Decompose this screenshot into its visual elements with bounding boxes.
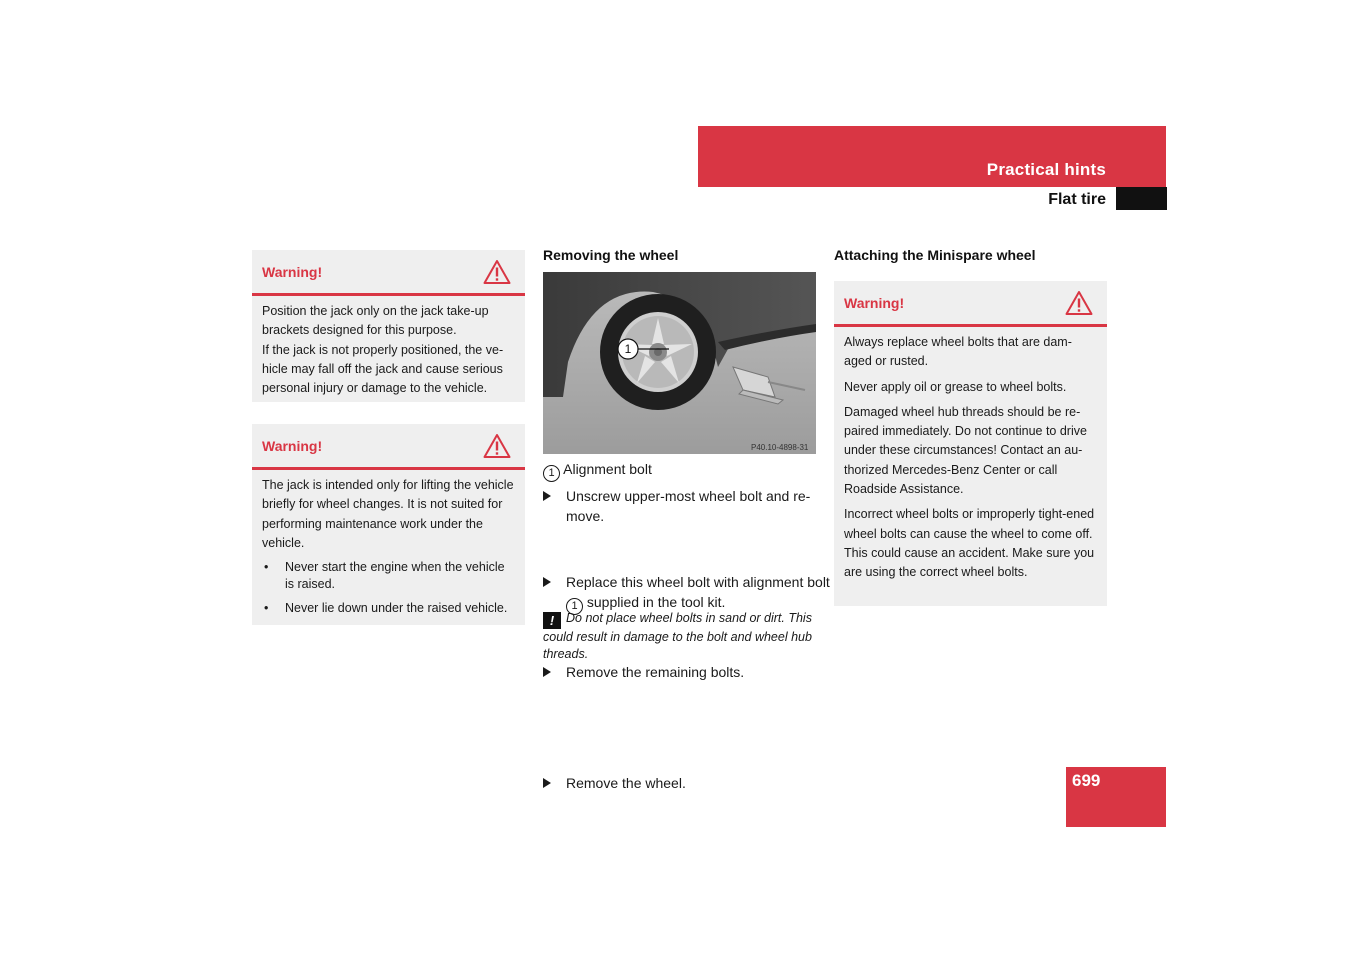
- section-title: Practical hints: [986, 160, 1106, 179]
- caution-note: [543, 610, 818, 663]
- warning-label: Warning!: [844, 295, 905, 311]
- heading-attaching-minispare: Attaching the Minispare wheel: [834, 247, 1036, 263]
- photo-callout-1: 1: [624, 342, 632, 356]
- warning-text: Never apply oil or grease to wheel bolts.: [844, 379, 1067, 394]
- warning-body: [252, 296, 525, 408]
- triangle-arrow-bullet-icon: [543, 778, 551, 788]
- page-number: 699: [1072, 771, 1101, 790]
- step-text: Remove the wheel.: [566, 775, 686, 791]
- warning-triangle-icon: [1065, 290, 1093, 316]
- callout-number: 1: [566, 598, 583, 615]
- image-code: P40.10-4898-31: [751, 443, 809, 452]
- triangle-arrow-bullet-icon: [543, 577, 551, 587]
- warning-body: [834, 327, 1107, 593]
- warning-text: Damaged wheel hub threads should be re-paired immediately. Do not continue to drive under these circumstances! Contact an au-thorized Mercedes-Benz Center or call Roadside Assistance.: [844, 404, 1087, 497]
- warning-text: Incorrect wheel bolts or improperly tight-ened wheel bolts can cause the wheel to come off. This could cause an accident. Make sure you are using the correct wheel bolts.: [844, 507, 1095, 580]
- car-wheel-illustration: [543, 272, 816, 454]
- warning-box-jack-position: [252, 250, 525, 402]
- heading-removing-wheel: Removing the wheel: [543, 247, 679, 263]
- legend-item: [543, 459, 816, 482]
- warning-header: [834, 281, 1107, 327]
- step-text: supplied in the tool kit.: [586, 594, 726, 610]
- step-replace-bolt: [543, 572, 841, 615]
- warning-triangle-icon: [483, 433, 511, 459]
- step-unscrew-bolt: [543, 486, 841, 526]
- warning-text: If the jack is not properly positioned, the ve-hicle may fall off the jack and cause serious personal injury or damage to the vehicle.: [262, 342, 504, 396]
- legend-text: Alignment bolt: [563, 461, 652, 477]
- step-text-bolt: bolt: [807, 574, 830, 590]
- warning-box-jack-use: [252, 424, 525, 625]
- step-text: Unscrew upper-most wheel bolt and re-move.: [566, 488, 811, 524]
- warning-text: The jack is intended only for lifting the vehicle briefly for wheel changes. It is not suited for performing maintenance work under the vehicle.: [262, 478, 514, 550]
- warning-triangle-icon: [483, 259, 511, 285]
- warning-label: Warning!: [262, 264, 323, 280]
- warning-header: [252, 250, 525, 296]
- step-remove-wheel: [543, 773, 841, 793]
- warning-box-wheel-bolts: [834, 281, 1107, 606]
- warning-text: Always replace wheel bolts that are dam-aged or rusted.: [844, 335, 1072, 369]
- subsection-title: Flat tire: [1048, 191, 1106, 208]
- warning-label: Warning!: [262, 438, 323, 454]
- triangle-arrow-bullet-icon: [543, 491, 551, 501]
- list-item: • Never lie down under the raised vehicle.: [262, 600, 515, 617]
- step-text: Replace this wheel bolt with alignment: [566, 574, 804, 590]
- warning-bullet-list: [262, 559, 515, 617]
- callout-number: 1: [543, 465, 560, 482]
- warning-text: Position the jack only on the jack take-up brackets designed for this purpose.: [262, 304, 489, 338]
- step-text: Remove the remaining bolts.: [566, 664, 745, 680]
- list-item: • Never start the engine when the vehicle is raised.: [262, 559, 515, 593]
- note-text: Do not place wheel bolts in sand or dirt. This could result in damage to the bolt and wheel hub threads.: [543, 611, 812, 661]
- warning-header: [252, 424, 525, 470]
- thumb-tab: [1116, 187, 1167, 210]
- step-remove-bolts: [543, 662, 841, 682]
- triangle-arrow-bullet-icon: [543, 667, 551, 677]
- exclamation-note-icon: !: [543, 612, 561, 629]
- warning-body: [252, 470, 525, 627]
- wheel-removal-photo: [543, 272, 816, 454]
